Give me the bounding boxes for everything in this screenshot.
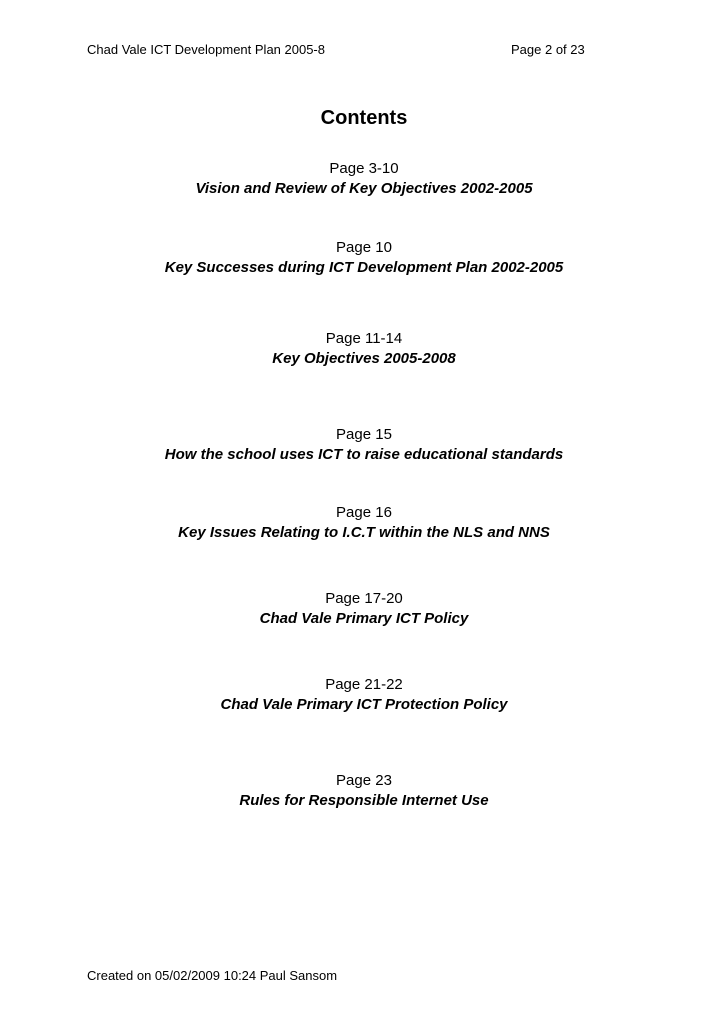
contents-entry xyxy=(0,771,728,811)
footer-created-info: Created on 05/02/2009 10:24 Paul Sansom xyxy=(87,968,338,983)
entry-page-range: Page 21-22 xyxy=(325,676,403,693)
header-document-title: Chad Vale ICT Development Plan 2005-8 xyxy=(87,42,325,57)
entry-page-range: Page 23 xyxy=(336,772,392,789)
entry-heading: Chad Vale Primary ICT Protection Policy xyxy=(220,696,508,713)
contents-entry xyxy=(0,238,728,278)
entry-page-range: Page 16 xyxy=(336,504,392,521)
entry-heading: How the school uses ICT to raise educational standards xyxy=(164,446,564,463)
entry-heading: Key Objectives 2005-2008 xyxy=(272,350,456,367)
contents-entry xyxy=(0,329,728,369)
contents-entry xyxy=(0,675,728,715)
contents-entry xyxy=(0,589,728,629)
header-page-number: Page 2 of 23 xyxy=(511,42,585,57)
entry-heading: Rules for Responsible Internet Use xyxy=(239,792,489,809)
entry-page-range: Page 11-14 xyxy=(325,330,403,347)
contents-entry xyxy=(0,159,728,199)
entry-page-range: Page 17-20 xyxy=(325,590,403,607)
entry-heading: Key Successes during ICT Development Plan 2002-2005 xyxy=(164,259,564,276)
contents-title: Contents xyxy=(320,107,408,129)
entry-heading: Vision and Review of Key Objectives 2002-2005 xyxy=(195,180,533,197)
entry-page-range: Page 10 xyxy=(336,239,392,256)
entry-page-range: Page 3-10 xyxy=(329,160,399,177)
contents-entry xyxy=(0,503,728,543)
entry-heading: Chad Vale Primary ICT Policy xyxy=(259,610,469,627)
entry-page-range: Page 15 xyxy=(336,426,392,443)
contents-entry xyxy=(0,425,728,465)
entry-heading: Key Issues Relating to I.C.T within the NLS and NNS xyxy=(178,524,550,541)
